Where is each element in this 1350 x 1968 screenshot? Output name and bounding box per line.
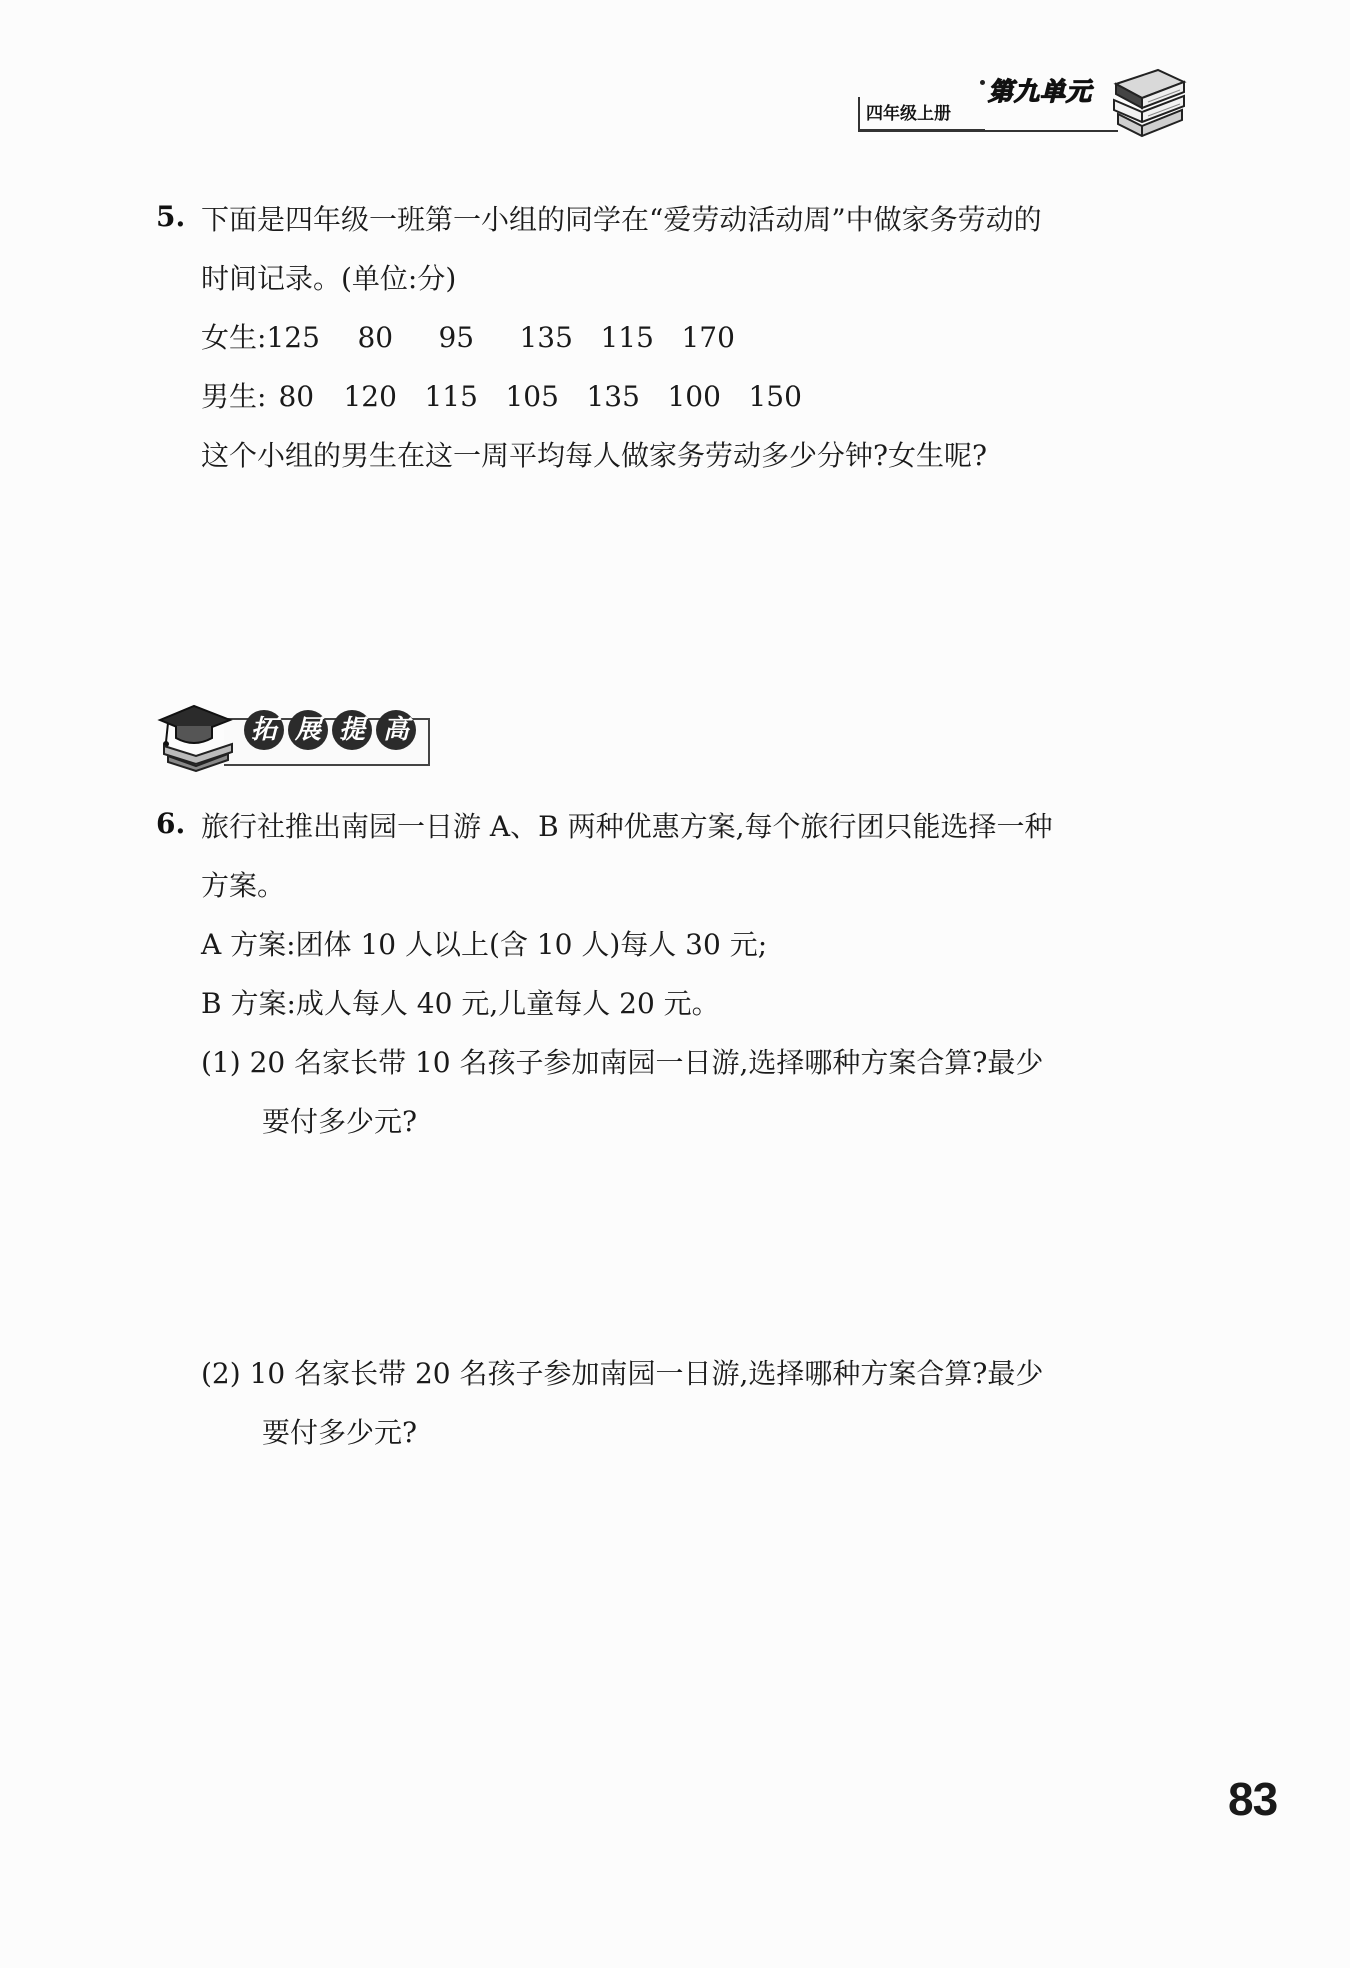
boys-value: 80 [278, 380, 315, 413]
girls-value: 135 [519, 321, 573, 354]
grade-label: 四年级上册 [866, 104, 951, 124]
plan-a-text: A 方案:团体 10 人以上(含 10 人)每人 30 元; [201, 928, 768, 961]
question-5-line-2: 时间记录。(单位:分) [201, 262, 457, 295]
question-6-line-1: 旅行社推出南园一日游 A、B 两种优惠方案,每个旅行团只能选择一种 [201, 810, 1053, 843]
boys-value: 115 [424, 380, 478, 413]
girls-value: 115 [600, 321, 654, 354]
girls-value: 125 [266, 321, 320, 354]
girls-value: 170 [681, 321, 735, 354]
question-5-line-1: 下面是四年级一班第一小组的同学在“爱劳动活动周”中做家务劳动的 [201, 203, 1042, 236]
girls-times-row [201, 320, 762, 356]
header-dot [980, 80, 985, 85]
question-5-number: 5. [156, 200, 186, 233]
sub-question-1-line-1: (1) 20 名家长带 10 名孩子参加南园一日游,选择哪种方案合算?最少 [201, 1046, 1044, 1079]
header-rule [858, 130, 1118, 132]
section-title-char: 展 [288, 710, 328, 750]
section-title-char: 拓 [244, 710, 284, 750]
page-number: 83 [1228, 1773, 1278, 1825]
boys-value: 105 [505, 380, 559, 413]
section-title-char: 高 [376, 710, 416, 750]
sub-question-2-line-1: (2) 10 名家长带 20 名孩子参加南园一日游,选择哪种方案合算?最少 [201, 1357, 1044, 1390]
question-5-prompt: 这个小组的男生在这一周平均每人做家务劳动多少分钟?女生呢? [201, 439, 988, 472]
section-title [244, 710, 416, 750]
boys-value: 120 [343, 380, 397, 413]
question-6-line-2: 方案。 [201, 869, 286, 902]
graduation-cap-books-icon [154, 698, 238, 772]
girls-label: 女生: [201, 321, 267, 354]
section-banner [154, 694, 434, 774]
sub-question-2-line-2: 要付多少元? [262, 1416, 418, 1449]
girls-value: 95 [438, 321, 475, 354]
section-title-char: 提 [332, 710, 372, 750]
boys-times-row [201, 379, 829, 415]
boys-label: 男生: [201, 380, 267, 413]
page-header [858, 62, 1188, 140]
boys-value: 100 [667, 380, 721, 413]
books-stack-icon [1108, 62, 1188, 140]
boys-value: 135 [586, 380, 640, 413]
plan-b-text: B 方案:成人每人 40 元,儿童每人 20 元。 [201, 987, 720, 1020]
question-6-number: 6. [156, 807, 186, 840]
girls-value: 80 [357, 321, 394, 354]
sub-question-1-line-2: 要付多少元? [262, 1105, 418, 1138]
boys-value: 150 [748, 380, 802, 413]
unit-title: 第九单元 [988, 77, 1093, 106]
